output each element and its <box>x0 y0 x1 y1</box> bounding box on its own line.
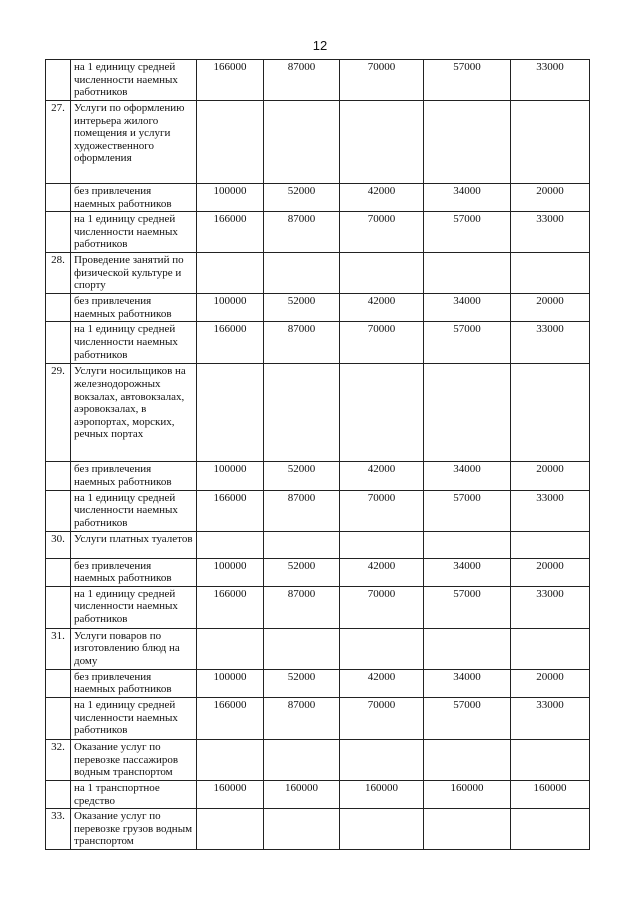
income-value: 20000 <box>511 294 590 322</box>
row-number: 30. <box>46 531 71 558</box>
income-value: 70000 <box>340 490 424 531</box>
income-value: 42000 <box>340 558 424 586</box>
income-value: 87000 <box>264 60 340 101</box>
income-value: 87000 <box>264 697 340 739</box>
service-name: Услуги носильщиков на железнодорожных вокзалах, автовокзалах, аэровокзалах, в аэропортах, морских, речных портах <box>71 364 197 462</box>
income-value: 34000 <box>424 184 511 212</box>
income-value <box>511 739 590 780</box>
service-name: без привлечения наемных работников <box>71 184 197 212</box>
row-number: 32. <box>46 739 71 780</box>
row-number: 28. <box>46 253 71 294</box>
income-value <box>264 739 340 780</box>
service-name: на 1 единицу средней численности наемных работников <box>71 697 197 739</box>
income-value: 42000 <box>340 294 424 322</box>
row-number <box>46 586 71 628</box>
income-value <box>197 739 264 780</box>
income-value <box>511 253 590 294</box>
income-value: 33000 <box>511 212 590 253</box>
service-name: без привлечения наемных работников <box>71 558 197 586</box>
income-value: 160000 <box>424 780 511 808</box>
income-value: 57000 <box>424 490 511 531</box>
table-row <box>46 101 590 184</box>
income-value: 100000 <box>197 294 264 322</box>
income-value: 52000 <box>264 294 340 322</box>
income-value <box>340 809 424 850</box>
income-value: 57000 <box>424 697 511 739</box>
income-value: 34000 <box>424 294 511 322</box>
income-value: 70000 <box>340 322 424 364</box>
income-value: 52000 <box>264 184 340 212</box>
income-value: 160000 <box>340 780 424 808</box>
row-number <box>46 184 71 212</box>
table-row <box>46 628 590 669</box>
income-value: 100000 <box>197 462 264 490</box>
service-name: Оказание услуг по перевозке пассажиров водным транспортом <box>71 739 197 780</box>
income-value <box>340 531 424 558</box>
income-value: 57000 <box>424 60 511 101</box>
table-row <box>46 212 590 253</box>
row-number <box>46 462 71 490</box>
table-row <box>46 253 590 294</box>
income-value <box>197 531 264 558</box>
income-value <box>511 101 590 184</box>
income-value <box>264 253 340 294</box>
income-value <box>340 628 424 669</box>
income-value: 57000 <box>424 322 511 364</box>
income-value <box>197 809 264 850</box>
row-number <box>46 669 71 697</box>
income-value <box>511 531 590 558</box>
table-row <box>46 322 590 364</box>
income-value: 87000 <box>264 586 340 628</box>
income-value: 42000 <box>340 462 424 490</box>
income-value: 166000 <box>197 697 264 739</box>
table-row <box>46 809 590 850</box>
income-value: 166000 <box>197 212 264 253</box>
income-value: 52000 <box>264 669 340 697</box>
service-name: на 1 единицу средней численности наемных работников <box>71 60 197 101</box>
row-number <box>46 212 71 253</box>
income-value: 33000 <box>511 322 590 364</box>
table-row <box>46 780 590 808</box>
service-name: на 1 транспортное средство <box>71 780 197 808</box>
income-value <box>197 101 264 184</box>
income-value <box>424 809 511 850</box>
service-name: без привлечения наемных работников <box>71 462 197 490</box>
income-value <box>340 364 424 462</box>
income-value <box>424 364 511 462</box>
tariff-table <box>45 59 590 850</box>
table-row <box>46 490 590 531</box>
income-value: 57000 <box>424 212 511 253</box>
income-value: 34000 <box>424 669 511 697</box>
row-number: 33. <box>46 809 71 850</box>
service-name: Услуги по оформлению интерьера жилого помещения и услуги художественного оформления <box>71 101 197 184</box>
page-number: 12 <box>312 38 328 53</box>
income-value <box>264 364 340 462</box>
row-number <box>46 558 71 586</box>
service-name: без привлечения наемных работников <box>71 294 197 322</box>
income-value <box>264 809 340 850</box>
row-number: 27. <box>46 101 71 184</box>
income-value <box>511 364 590 462</box>
income-value <box>340 253 424 294</box>
table-row <box>46 60 590 101</box>
income-value: 87000 <box>264 322 340 364</box>
income-value: 33000 <box>511 60 590 101</box>
income-value: 57000 <box>424 586 511 628</box>
income-value <box>424 531 511 558</box>
service-name: Услуги поваров по изготовлению блюд на дому <box>71 628 197 669</box>
service-name: Оказание услуг по перевозке грузов водным транспортом <box>71 809 197 850</box>
income-value: 100000 <box>197 669 264 697</box>
service-name: на 1 единицу средней численности наемных работников <box>71 322 197 364</box>
income-value <box>197 253 264 294</box>
service-name: на 1 единицу средней численности наемных работников <box>71 490 197 531</box>
income-value <box>197 364 264 462</box>
income-value <box>264 628 340 669</box>
table-row <box>46 184 590 212</box>
income-value <box>511 809 590 850</box>
income-value: 42000 <box>340 669 424 697</box>
income-value: 42000 <box>340 184 424 212</box>
income-value: 70000 <box>340 60 424 101</box>
service-name: без привлечения наемных работников <box>71 669 197 697</box>
table-row <box>46 294 590 322</box>
table-row <box>46 531 590 558</box>
income-value: 52000 <box>264 462 340 490</box>
income-value <box>264 101 340 184</box>
service-name: Проведение занятий по физической культуре и спорту <box>71 253 197 294</box>
income-value <box>424 739 511 780</box>
income-value: 160000 <box>197 780 264 808</box>
table-row <box>46 364 590 462</box>
income-value: 70000 <box>340 697 424 739</box>
income-value: 20000 <box>511 669 590 697</box>
income-value: 52000 <box>264 558 340 586</box>
income-value: 20000 <box>511 462 590 490</box>
table-row <box>46 669 590 697</box>
income-value: 33000 <box>511 490 590 531</box>
income-value <box>424 253 511 294</box>
income-value: 166000 <box>197 322 264 364</box>
table-row <box>46 586 590 628</box>
income-value: 87000 <box>264 212 340 253</box>
row-number <box>46 697 71 739</box>
row-number: 31. <box>46 628 71 669</box>
income-value: 33000 <box>511 697 590 739</box>
row-number <box>46 322 71 364</box>
income-value <box>340 101 424 184</box>
income-value: 20000 <box>511 184 590 212</box>
income-value <box>424 628 511 669</box>
income-value: 33000 <box>511 586 590 628</box>
income-value: 87000 <box>264 490 340 531</box>
income-value: 20000 <box>511 558 590 586</box>
income-value: 166000 <box>197 586 264 628</box>
income-value <box>511 628 590 669</box>
income-value: 100000 <box>197 184 264 212</box>
service-name: Услуги платных туалетов <box>71 531 197 558</box>
income-value: 34000 <box>424 462 511 490</box>
income-value: 70000 <box>340 212 424 253</box>
income-value <box>340 739 424 780</box>
service-name: на 1 единицу средней численности наемных работников <box>71 212 197 253</box>
income-value: 70000 <box>340 586 424 628</box>
service-name: на 1 единицу средней численности наемных работников <box>71 586 197 628</box>
row-number <box>46 294 71 322</box>
income-value: 166000 <box>197 60 264 101</box>
income-value <box>264 531 340 558</box>
income-value <box>424 101 511 184</box>
table-row <box>46 462 590 490</box>
income-value: 100000 <box>197 558 264 586</box>
row-number <box>46 780 71 808</box>
table-row <box>46 739 590 780</box>
row-number: 29. <box>46 364 71 462</box>
row-number <box>46 60 71 101</box>
table-row <box>46 558 590 586</box>
table-row <box>46 697 590 739</box>
row-number <box>46 490 71 531</box>
income-value: 166000 <box>197 490 264 531</box>
income-value: 34000 <box>424 558 511 586</box>
income-value <box>197 628 264 669</box>
income-value: 160000 <box>264 780 340 808</box>
income-value: 160000 <box>511 780 590 808</box>
